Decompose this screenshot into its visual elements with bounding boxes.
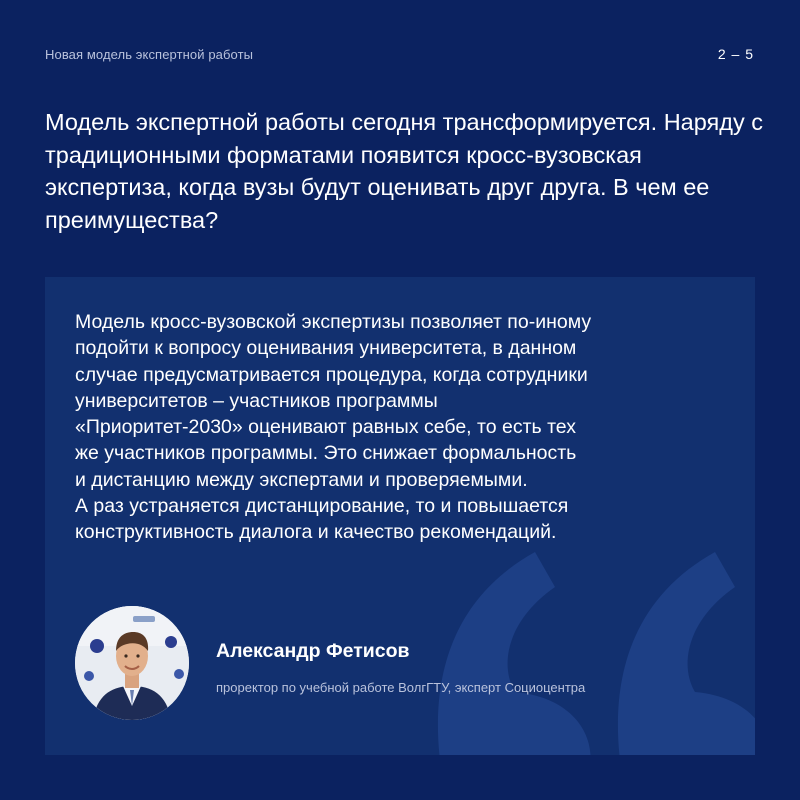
page-counter: 2 – 5 [717,46,754,62]
header-title: Новая модель экспертной работы [45,47,254,62]
answer-line: «Приоритет-2030» оценивают равных себе, то есть тех [75,416,576,439]
answer-line: А раз устраняется дистанцирование, то и повышается [75,495,569,518]
answer-line: университетов – участников программы [75,389,438,412]
answer-line: Модель кросс-вузовской экспертизы позволяет по-иному [75,311,592,333]
answer-line: же участников программы. Это снижает формальность [75,442,577,465]
answer-line: подойти к вопросу оценивания университета, в данном [75,337,577,360]
answer-line: и дистанцию между экспертами и проверяемыми. [75,468,528,491]
author-name: Александр Фетисов [216,640,410,662]
author-role: проректор по учебной работе ВолгГТУ, эксперт Социоцентра [216,680,586,695]
answer-line: конструктивность диалога и качество рекомендаций. [75,521,557,544]
question-text: Модель экспертной работы сегодня трансформируется. Наряду с традиционными форматами появится кросс-вузовская экспертиза, когда вузы будут оценивать друг друга. В чем ее преимущества? [45,109,764,233]
author-avatar [75,606,189,720]
answer-text [75,309,735,546]
answer-line: случае предусматривается процедура, когда сотрудники [75,363,588,386]
answer-card [45,277,755,755]
person-photo-icon [75,606,189,720]
